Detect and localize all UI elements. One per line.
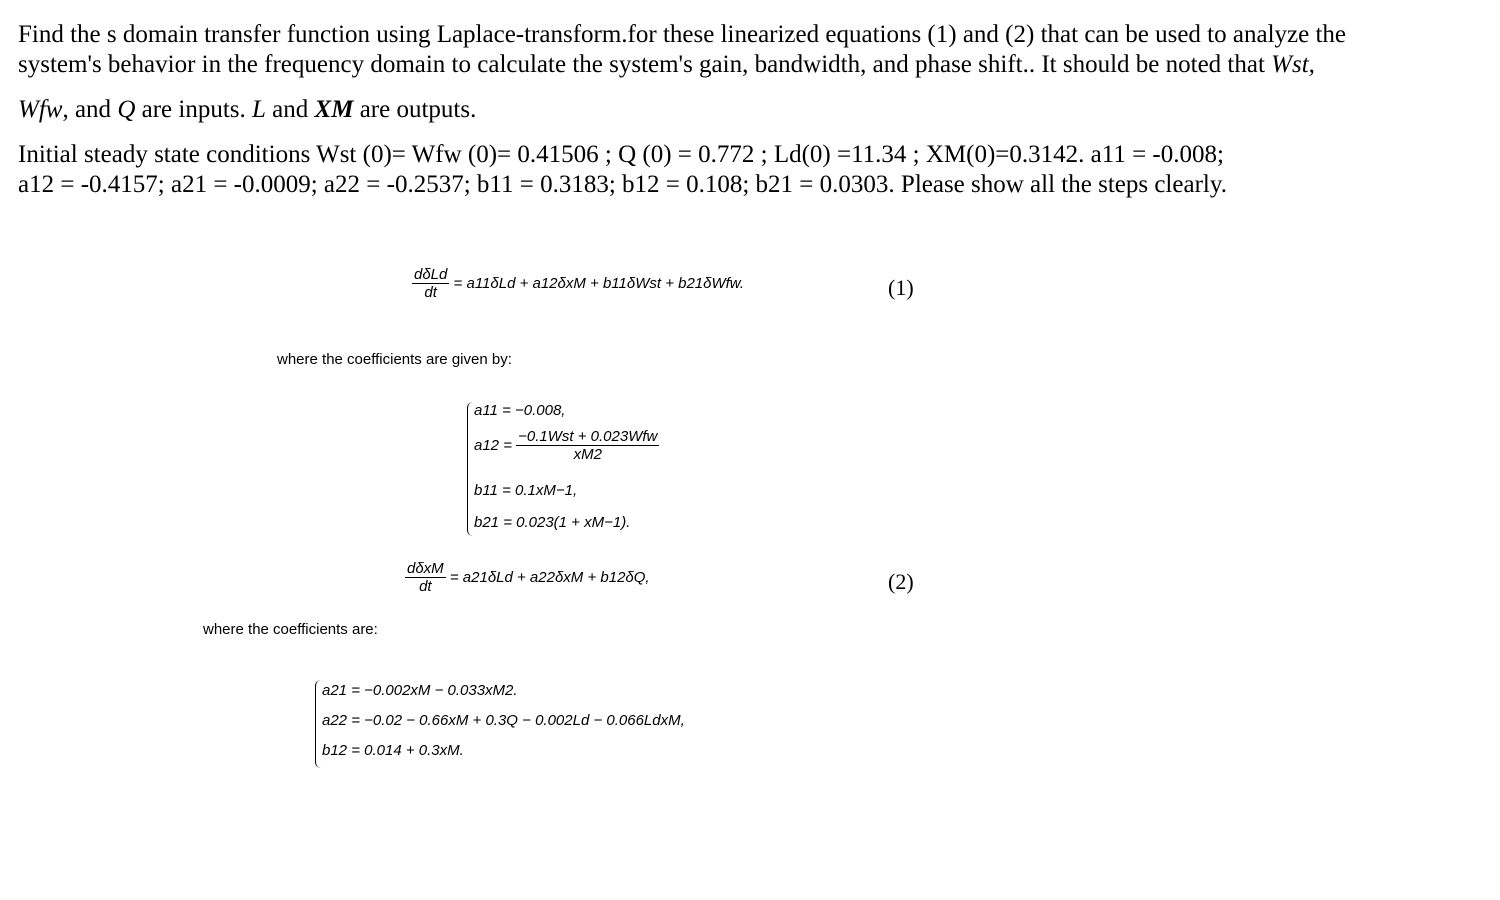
eq2-fraction [405,560,446,595]
coef2-a22: a22 = −0.02 − 0.66xM + 0.3Q − 0.002Ld − 0.066LdxM, [322,712,685,729]
problem-line-3 [18,95,476,125]
coef1-intro: where the coefficients are given by: [277,351,512,368]
coef1-a12-fraction [516,428,659,463]
equation-2 [405,560,650,595]
var-q: Q [117,96,136,123]
eq1-rhs: = a11δLd + a12δxM + b11δWst + b21δWfw. [453,275,744,292]
problem-line-2-text: system's behavior in the frequency domain to calculate the system's gain, bandwidth, and phase shift.. It should be noted that [18,51,1265,78]
problem-line-4: Initial steady state conditions Wst (0)= Wfw (0)= 0.41506 ; Q (0) = 0.772 ; Ld(0) =11.34 ; XM(0)=0.3142. a11 = -0.008; [18,141,1224,168]
coef1-a12 [474,428,659,463]
eq1-denominator: dt [424,284,437,301]
text: , and [62,96,112,123]
coef1-a11: a11 = −0.008, [474,402,566,419]
var-l: L [252,96,266,123]
var-xm: XM [314,96,354,123]
eq1-fraction [412,266,449,301]
coef1-a12-num: −0.1Wst + 0.023Wfw [518,428,658,445]
eq2-rhs: = a21δLd + a22δxM + b12δQ, [449,569,650,586]
eq1-tag: (1) [888,275,914,300]
problem-line-2-var: Wst, [1271,51,1315,78]
coef2-intro: where the coefficients are: [203,621,378,638]
text: are inputs. [141,96,246,123]
equation-1 [412,266,744,301]
var-wfw: Wfw [18,96,63,123]
eq2-denominator: dt [419,578,432,595]
coef2-b12: b12 = 0.014 + 0.3xM. [322,742,464,759]
eq2-tag: (2) [888,569,914,594]
text: are outputs. [359,96,477,123]
problem-line-5: a12 = -0.4157; a21 = -0.0009; a22 = -0.2537; b11 = 0.3183; b12 = 0.108; b21 = 0.0303. Please show all the steps clearly. [18,171,1227,198]
text: and [272,96,309,123]
coef1-b21: b21 = 0.023(1 + xM−1). [474,514,631,531]
problem-line-1: Find the s domain transfer function using Laplace-transform.for these linearized equations (1) and (2) that can be used to analyze the [18,21,1347,48]
coef2-brace [315,680,322,768]
problem-line-2 [18,50,1315,80]
coef1-a12-den: xM2 [573,446,602,463]
eq2-numerator: dδxM [407,560,444,577]
coef1-a12-lhs: a12 = [474,437,512,454]
eq1-numerator: dδLd [414,266,448,283]
coef2-a21: a21 = −0.002xM − 0.033xM2. [322,682,518,699]
coef1-brace [467,402,474,536]
coef1-b11: b11 = 0.1xM−1, [474,482,578,499]
